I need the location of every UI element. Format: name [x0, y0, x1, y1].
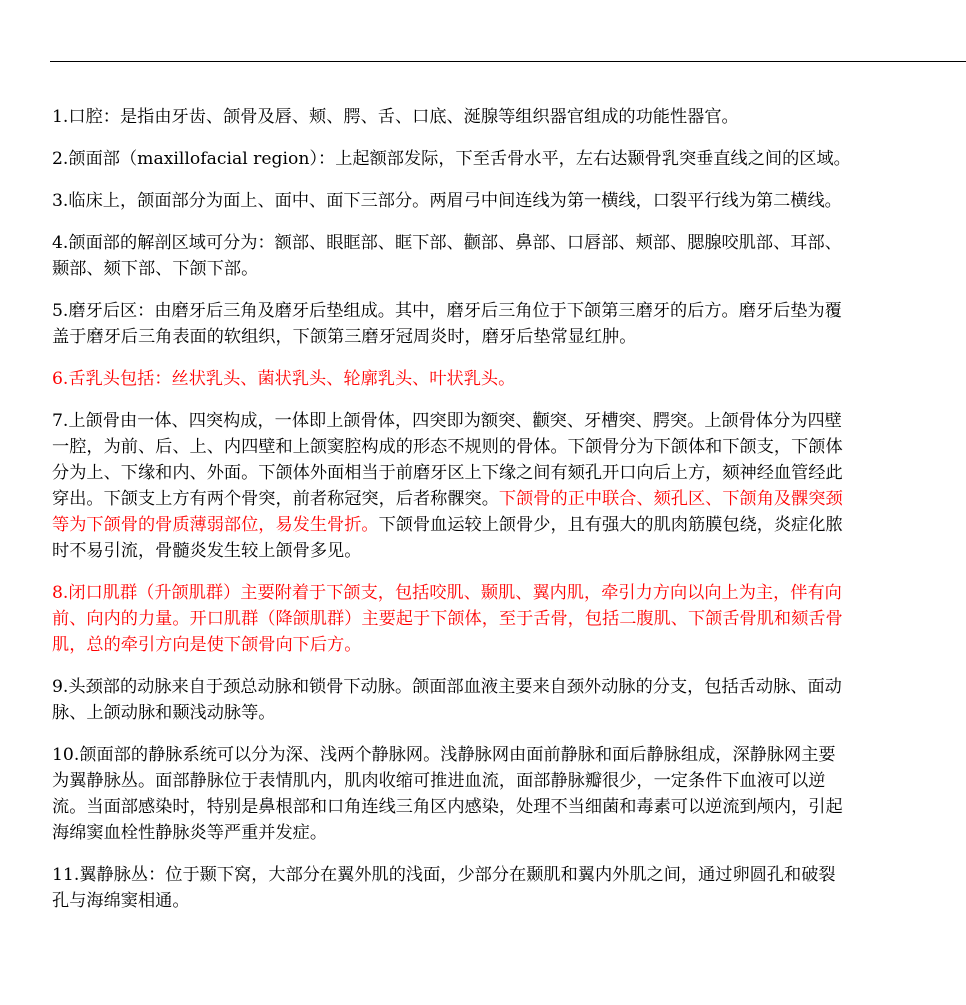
paragraph-7-text-c: 下颌骨血运较上颌骨少，且有强大的肌肉筋膜包绕，炎症化脓时不易引流，骨髓炎发生较上颌骨多见。	[52, 515, 843, 561]
paragraph-5-text: 5.磨牙后区：由磨牙后三角及磨牙后垫组成。其中，磨牙后三角位于下颌第三磨牙的后方。磨牙后垫为覆盖于磨牙后三角表面的软组织，下颌第三磨牙冠周炎时，磨牙后垫常显红肿。	[52, 301, 842, 347]
paragraph-7-text-b-highlight: 下颌骨的正中联合、颏孔区、下颌角及髁突颈等为下颌骨的骨质薄弱部位，易发生骨折。	[52, 489, 843, 535]
paragraph-2-text: 2.颌面部（maxillofacial region）：上起额部发际，下至舌骨水平，左右达颞骨乳突垂直线之间的区域。	[52, 149, 851, 169]
paragraph-1	[52, 104, 852, 130]
paragraph-6	[52, 366, 852, 392]
paragraph-10	[52, 742, 852, 846]
paragraph-5	[52, 298, 852, 350]
paragraph-2	[52, 146, 852, 172]
paragraph-10-text: 10.颌面部的静脉系统可以分为深、浅两个静脉网。浅静脉网由面前静脉和面后静脉组成，深静脉网主要为翼静脉丛。面部静脉位于表情肌内，肌肉收缩可推进血流，面部静脉瓣很少，一定条件下血液可以逆流。当面部感染时，特别是鼻根部和口角连线三角区内感染，处理不当细菌和毒素可以逆流到颅内，引起海绵窦血栓性静脉炎等严重并发症。	[52, 745, 843, 843]
paragraph-4-text: 4.颌面部的解剖区域可分为：额部、眼眶部、眶下部、颧部、鼻部、口唇部、颊部、腮腺咬肌部、耳部、颞部、颏下部、下颌下部。	[52, 233, 842, 279]
paragraph-7	[52, 408, 852, 564]
paragraph-11	[52, 862, 852, 914]
paragraph-11-text: 11.翼静脉丛：位于颞下窝，大部分在翼外肌的浅面，少部分在颞肌和翼内外肌之间，通过卵圆孔和破裂孔与海绵窦相通。	[52, 865, 836, 911]
header-rule	[50, 61, 966, 62]
paragraph-3	[52, 188, 852, 214]
paragraph-9-text: 9.头颈部的动脉来自于颈总动脉和锁骨下动脉。颌面部血液主要来自颈外动脉的分支，包括舌动脉、面动脉、上颌动脉和颞浅动脉等。	[52, 677, 842, 723]
paragraph-4	[52, 230, 852, 282]
paragraph-8-text: 8.闭口肌群（升颌肌群）主要附着于下颌支，包括咬肌、颞肌、翼内肌，牵引力方向以向上为主，伴有向前、向内的力量。开口肌群（降颌肌群）主要起于下颌体，至于舌骨，包括二腹肌、下颌舌骨肌和颏舌骨肌，总的牵引方向是使下颌骨向下后方。	[52, 583, 843, 655]
paragraph-1-text: 1.口腔：是指由牙齿、颌骨及唇、颊、腭、舌、口底、涎腺等组织器官组成的功能性器官。	[52, 107, 739, 127]
paragraph-6-text: 6.舌乳头包括：丝状乳头、菌状乳头、轮廓乳头、叶状乳头。	[52, 369, 516, 389]
paragraph-9	[52, 674, 852, 726]
document-body	[52, 104, 852, 930]
paragraph-7-text-a: 7.上颌骨由一体、四突构成，一体即上颌骨体，四突即为额突、颧突、牙槽突、腭突。上颌骨体分为四壁一腔，为前、后、上、内四壁和上颌窦腔构成的形态不规则的骨体。下颌骨分为下颌体和下颌支，下颌体分为上、下缘和内、外面。下颌体外面相当于前磨牙区上下缘之间有颏孔开口向后上方，颏神经血管经此穿出。下颌支上方有两个骨突，前者称冠突，后者称髁突。	[52, 411, 843, 509]
paragraph-3-text: 3.临床上，颌面部分为面上、面中、面下三部分。两眉弓中间连线为第一横线，口裂平行线为第二横线。	[52, 191, 842, 211]
paragraph-8	[52, 580, 852, 658]
